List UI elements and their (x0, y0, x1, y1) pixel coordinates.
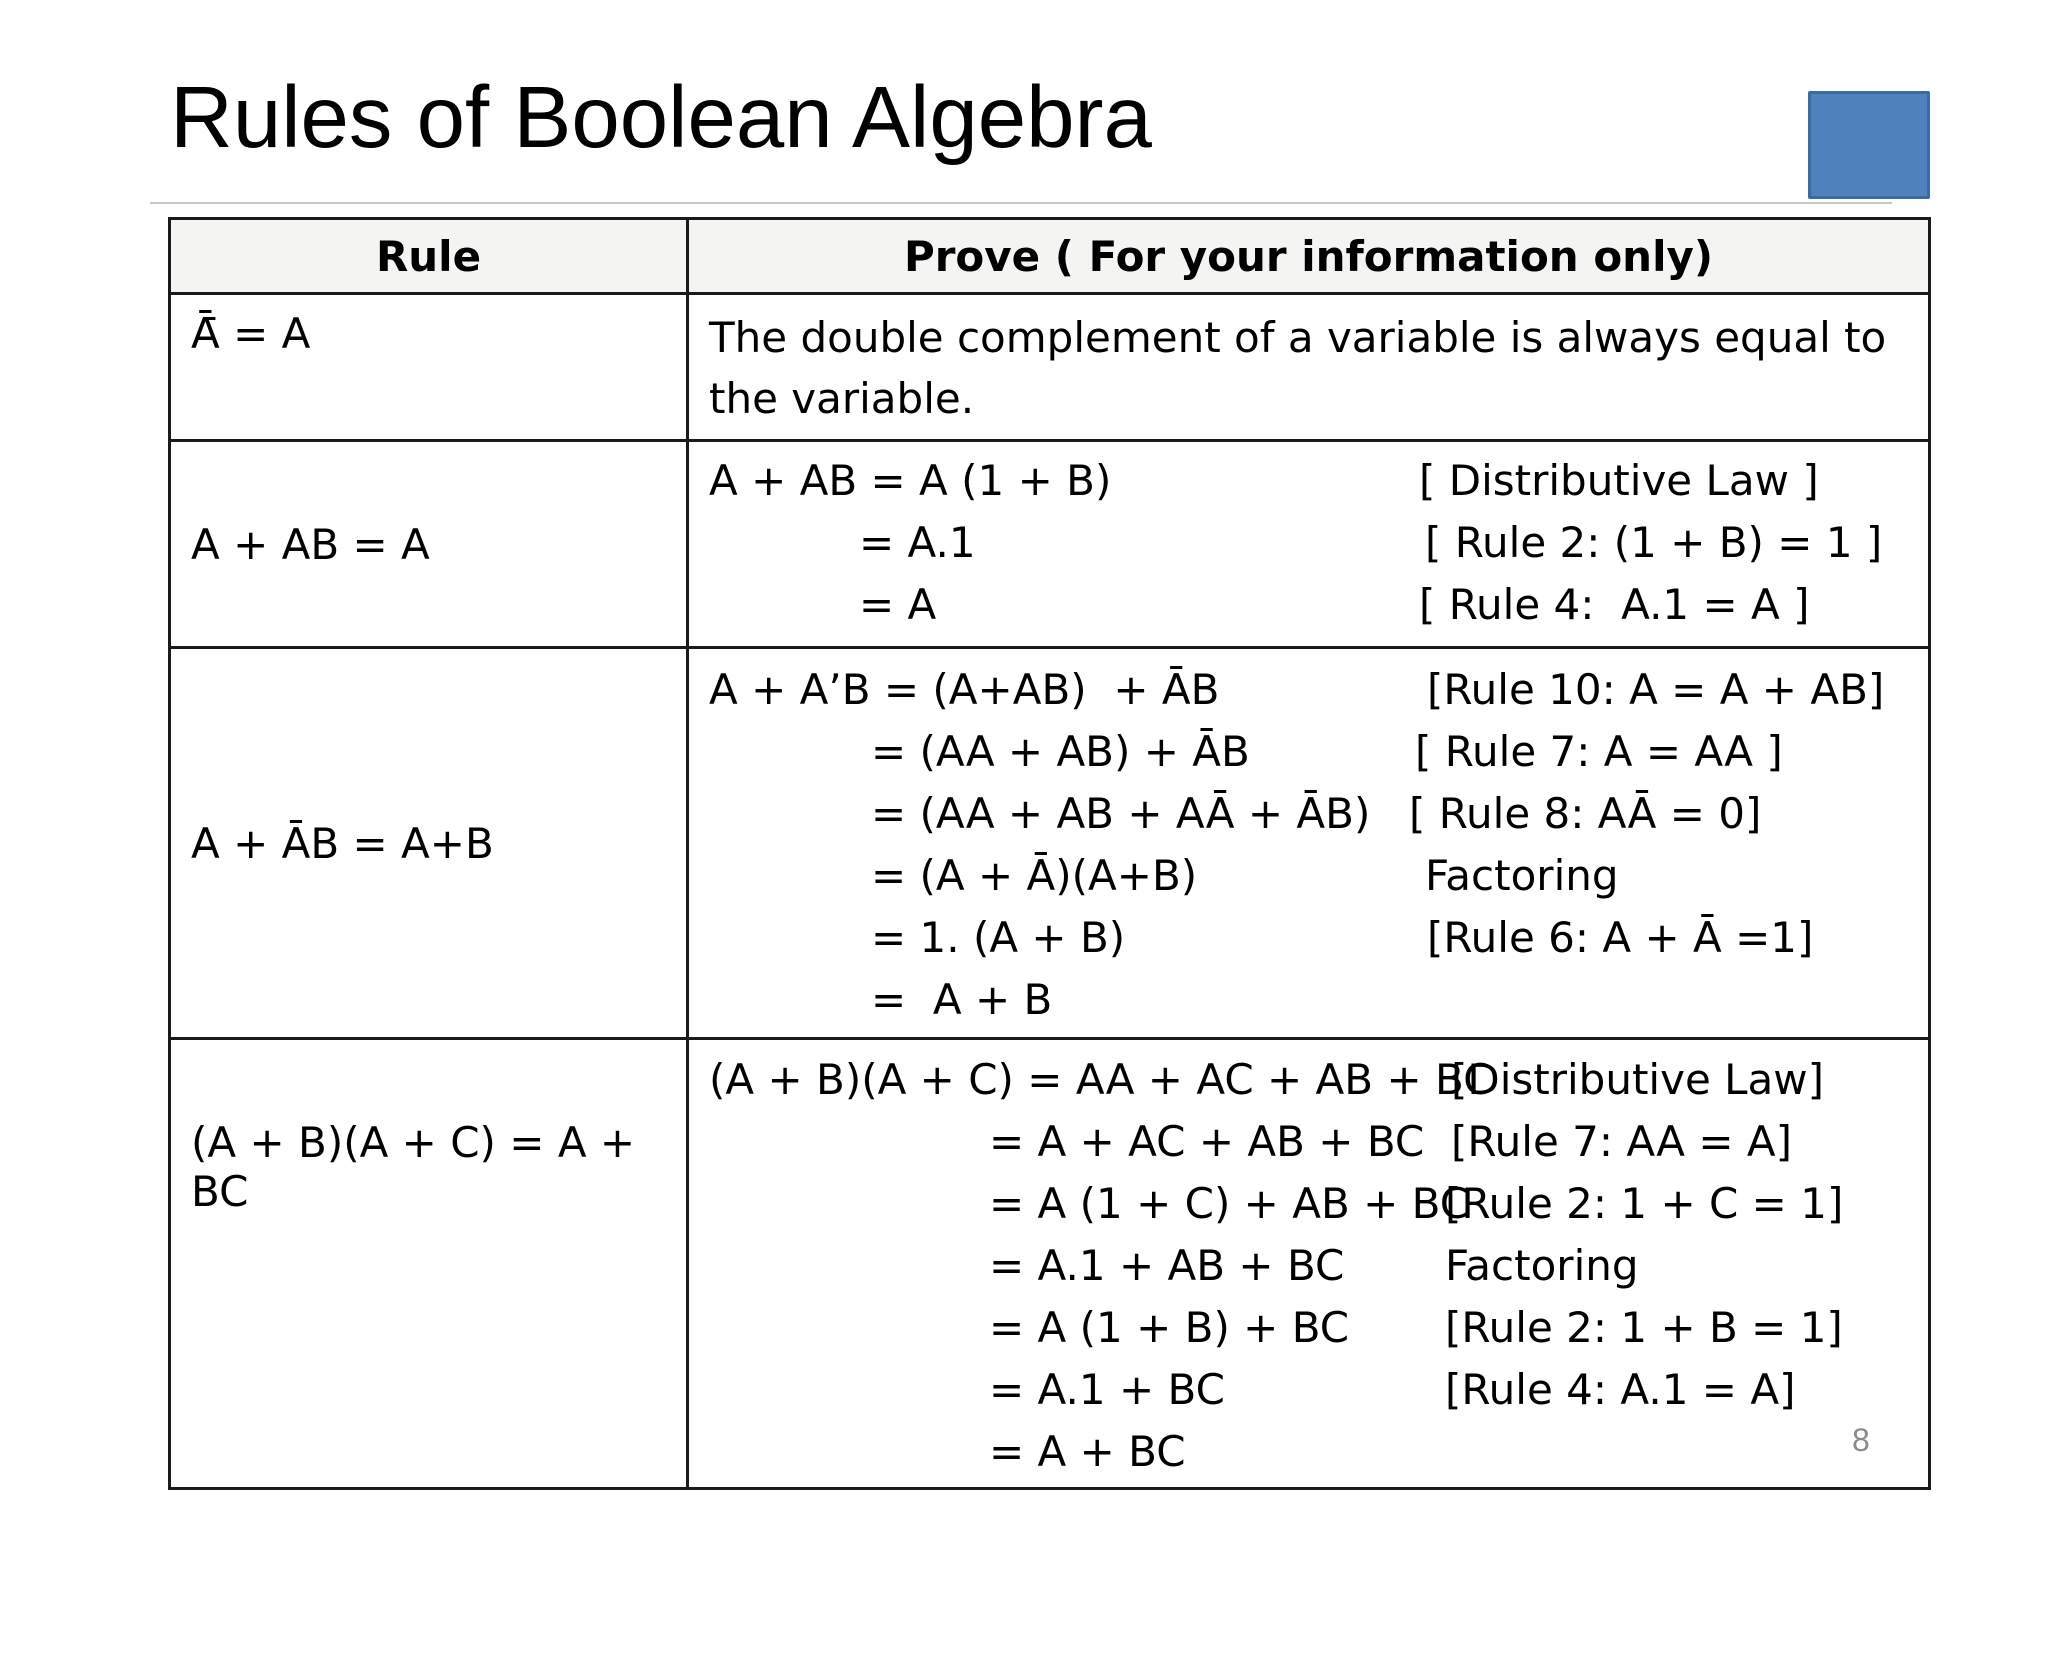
step-expression: = 1. (A + B) (871, 913, 1126, 962)
slide-title: Rules of Boolean Algebra (170, 69, 1152, 166)
step-reason: [Rule 7: AA = A] (1451, 1116, 1793, 1166)
step-expression: = A.1 + BC (989, 1364, 1225, 1414)
step-reason: [ Distributive Law ] (1419, 456, 1819, 505)
prove-cell (688, 648, 1930, 1039)
step-reason: [Rule 4: A.1 = A] (1445, 1364, 1796, 1414)
proof-step (709, 1111, 1918, 1173)
table-row (170, 294, 1930, 441)
prove-cell (688, 294, 1930, 441)
proof-step (709, 659, 1918, 721)
proof-step (709, 1421, 1918, 1483)
step-reason: [ Rule 2: (1 + B) = 1 ] (1425, 518, 1883, 567)
page-number: 8 (1852, 1422, 1870, 1458)
table-row (170, 441, 1930, 648)
proof-step (709, 1235, 1918, 1297)
step-expression: = A (859, 580, 937, 629)
prove-cell (688, 1039, 1930, 1489)
step-expression: = A.1 (859, 518, 976, 567)
column-header-rule: Rule (170, 219, 688, 294)
column-header-prove: Prove ( For your information only) (688, 219, 1930, 294)
proof-step (709, 1297, 1918, 1359)
step-expression: = (AA + AB) + ĀB (871, 727, 1250, 776)
prove-text: The double complement of a variable is always equal to the variable. (709, 313, 1887, 423)
proof-step (709, 1359, 1918, 1421)
step-reason: [ Rule 8: AĀ = 0] (1409, 789, 1762, 838)
step-reason: Factoring (1445, 1240, 1639, 1290)
rule-cell: (A + B)(A + C) = A + BC (170, 1039, 688, 1489)
step-reason: [Rule 2: 1 + B = 1] (1445, 1302, 1843, 1352)
step-expression: = A (1 + C) + AB + BC (989, 1178, 1470, 1228)
step-expression: = (AA + AB + AĀ + ĀB) (871, 789, 1371, 838)
proof-step (709, 907, 1918, 969)
step-expression: = A + BC (989, 1426, 1186, 1476)
proof-step (709, 1049, 1918, 1111)
table-row (170, 1039, 1930, 1489)
step-reason: [Rule 2: 1 + C = 1] (1445, 1178, 1844, 1228)
proof-step (709, 721, 1918, 783)
step-reason: [ Rule 7: A = AA ] (1415, 727, 1783, 776)
step-expression: = A + B (871, 975, 1053, 1024)
step-reason: [ Rule 4: A.1 = A ] (1419, 580, 1810, 629)
title-divider (150, 202, 1892, 204)
step-expression: = A + AC + AB + BC (989, 1116, 1425, 1166)
step-reason: [Rule 6: A + Ā =1] (1427, 913, 1814, 962)
step-expression: = A.1 + AB + BC (989, 1240, 1345, 1290)
step-reason: Factoring (1425, 851, 1619, 900)
proof-step (709, 450, 1918, 512)
rule-cell: A + AB = A (170, 441, 688, 648)
rule-cell: A + ĀB = A+B (170, 648, 688, 1039)
prove-cell (688, 441, 1930, 648)
step-expression: A + AB = A (1 + B) (709, 456, 1112, 505)
step-reason: [Distributive Law] (1451, 1054, 1825, 1104)
proof-step (709, 574, 1918, 636)
step-expression: = (A + Ā)(A+B) (871, 851, 1198, 900)
step-reason: [Rule 10: A = A + AB] (1427, 665, 1885, 714)
proof-step (709, 1173, 1918, 1235)
step-expression: = A (1 + B) + BC (989, 1302, 1350, 1352)
step-expression: A + A’B = (A+AB) + ĀB (709, 665, 1220, 714)
table-row (170, 648, 1930, 1039)
proof-step (709, 969, 1918, 1031)
table-header-row (170, 219, 1930, 294)
boolean-rules-table (168, 217, 1931, 1490)
rule-cell: Ā̄ = A (170, 294, 688, 441)
proof-step (709, 783, 1918, 845)
step-expression: (A + B)(A + C) = AA + AC + AB + BC (709, 1054, 1493, 1104)
proof-step (709, 512, 1918, 574)
proof-step (709, 845, 1918, 907)
decorative-blue-square (1808, 91, 1930, 199)
